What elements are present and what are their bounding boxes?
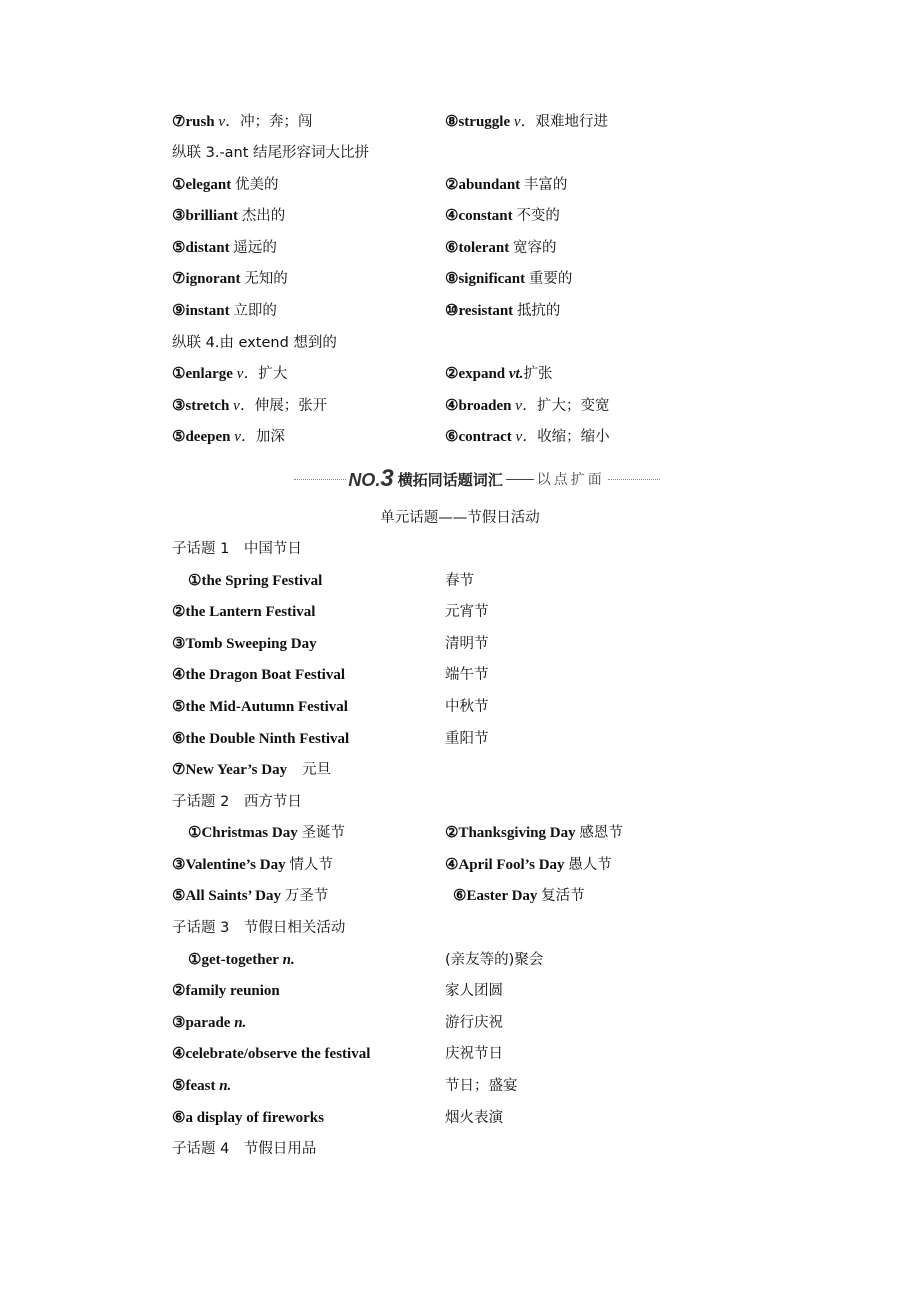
item-word: abundant	[458, 177, 521, 193]
list-item	[172, 175, 279, 195]
item-word: significant	[458, 271, 526, 287]
list-item	[172, 981, 280, 1001]
item-pos: v．	[218, 114, 241, 130]
item-number: ⑦	[172, 114, 186, 130]
list-item	[172, 760, 331, 780]
item-number: ⑥	[172, 1110, 186, 1126]
banner-number-digit: 3	[380, 465, 394, 492]
section-title	[172, 333, 337, 353]
item-chinese	[445, 602, 489, 622]
item-number: ⑤	[172, 429, 186, 445]
item-meaning: 伸展；张开	[254, 398, 328, 414]
item-chinese	[445, 665, 489, 685]
item-number: ②	[445, 366, 459, 382]
banner-number	[348, 465, 393, 493]
item-pos: n.	[282, 952, 295, 968]
list-item	[172, 1044, 370, 1064]
item-chinese: 圣诞节	[301, 825, 345, 841]
item-word: broaden	[458, 398, 512, 414]
item-chinese-text: 重阳节	[445, 731, 489, 747]
item-meaning: 遥远的	[233, 240, 277, 256]
list-item	[172, 301, 277, 321]
item-pos: v．	[513, 114, 536, 130]
item-word: contract	[458, 429, 512, 445]
section-title	[172, 143, 369, 163]
item-meaning: 宽容的	[513, 240, 557, 256]
item-word: instant	[185, 303, 230, 319]
list-item	[445, 364, 552, 384]
item-chinese	[445, 981, 503, 1001]
list-item	[445, 855, 612, 875]
item-chinese-text: 节日；盛宴	[445, 1078, 518, 1094]
item-english: the Dragon Boat Festival	[185, 667, 346, 683]
item-word: resistant	[458, 303, 514, 319]
item-word: expand	[458, 366, 506, 382]
item-number: ⑦	[172, 762, 186, 778]
item-word: distant	[185, 240, 230, 256]
banner-dash	[506, 479, 534, 480]
item-number: ③	[172, 398, 186, 414]
item-meaning: 杰出的	[241, 208, 286, 224]
item-english: Thanksgiving Day	[458, 825, 576, 841]
dotted-rule-left	[294, 479, 346, 480]
item-english: a display of fireworks	[185, 1110, 324, 1126]
item-chinese	[445, 1076, 518, 1096]
item-english: April Fool’s Day	[458, 857, 565, 873]
item-word: rush	[185, 114, 215, 130]
item-number: ④	[445, 857, 459, 873]
item-word: ignorant	[185, 271, 241, 287]
item-pos: v．	[515, 429, 538, 445]
subtopic-title	[172, 1139, 316, 1159]
item-meaning: 重要的	[528, 271, 573, 287]
item-meaning: 扩大；变宽	[536, 398, 610, 414]
item-word: deepen	[185, 429, 231, 445]
item-number: ①	[188, 952, 202, 968]
item-meaning: 不变的	[516, 208, 560, 224]
subtopic-title-text: 子话题 4 节假日用品	[172, 1141, 317, 1157]
item-chinese-text: 游行庆祝	[445, 1015, 503, 1031]
item-chinese-text: (亲友等的)聚会	[445, 952, 544, 968]
subtopic-title	[172, 539, 302, 559]
item-number: ③	[172, 636, 186, 652]
item-meaning: 扩张	[523, 366, 553, 382]
item-pos: v．	[236, 366, 259, 382]
item-chinese: 情人节	[289, 857, 333, 873]
item-meaning: 冲；奔；闯	[240, 114, 313, 130]
list-item	[188, 950, 295, 970]
item-chinese-text: 清明节	[445, 636, 489, 652]
item-chinese: 感恩节	[579, 825, 623, 841]
item-number: ②	[445, 177, 459, 193]
item-number: ⑤	[172, 1078, 186, 1094]
list-item	[172, 1108, 324, 1128]
item-chinese-text: 中秋节	[445, 699, 489, 715]
item-meaning: 立即的	[233, 303, 277, 319]
dotted-rule-right	[608, 479, 660, 480]
item-number: ③	[172, 1015, 186, 1031]
unit-topic: 单元话题——节假日活动	[380, 510, 540, 526]
item-meaning: 抵抗的	[516, 303, 561, 319]
list-item	[172, 396, 327, 416]
item-meaning: 艰难地行进	[535, 114, 609, 130]
list-item	[445, 112, 608, 132]
item-english: the Mid-Autumn Festival	[185, 699, 348, 715]
item-english: Valentine’s Day	[185, 857, 286, 873]
item-english: feast	[185, 1078, 216, 1094]
item-chinese: 万圣节	[284, 888, 329, 904]
item-number: ③	[172, 208, 186, 224]
list-item	[172, 602, 315, 622]
subtopic-title	[172, 918, 345, 938]
list-item	[445, 206, 560, 226]
item-english: Easter Day	[466, 888, 538, 904]
banner-title: 横拓同话题词汇	[397, 470, 503, 489]
item-pos: v．	[234, 429, 256, 445]
item-number: ⑥	[172, 731, 186, 747]
item-number: ②	[172, 983, 186, 999]
item-number: ⑤	[172, 888, 186, 904]
item-number: ①	[172, 366, 186, 382]
item-number: ⑨	[172, 303, 186, 319]
item-word: elegant	[185, 177, 232, 193]
item-chinese	[445, 1013, 503, 1033]
item-meaning: 优美的	[235, 177, 279, 193]
list-item	[172, 364, 287, 384]
list-item	[445, 823, 623, 843]
item-chinese: 元旦	[302, 762, 332, 778]
list-item	[172, 1013, 246, 1033]
item-pos: v．	[233, 398, 255, 414]
item-number: ④	[172, 667, 186, 683]
list-item	[172, 729, 349, 749]
item-english: All Saints’ Day	[185, 888, 282, 904]
item-english: family reunion	[185, 983, 280, 999]
item-pos: vt.	[508, 366, 524, 382]
list-item	[172, 238, 277, 258]
section-title-text: 纵联 4.由 extend 想到的	[172, 335, 337, 351]
item-meaning: 收缩；缩小	[537, 429, 610, 445]
item-number: ④	[445, 208, 459, 224]
list-item	[445, 396, 609, 416]
item-chinese	[445, 1044, 503, 1064]
item-chinese-text: 烟火表演	[445, 1110, 503, 1126]
item-word: stretch	[185, 398, 230, 414]
item-english: get-together	[201, 952, 279, 968]
item-number: ⑥	[445, 429, 459, 445]
item-english: celebrate/observe the festival	[185, 1046, 371, 1062]
item-word: struggle	[458, 114, 511, 130]
item-number: ⑦	[172, 271, 186, 287]
item-number: ①	[188, 573, 202, 589]
item-chinese-text: 元宵节	[445, 604, 489, 620]
item-english: the Double Ninth Festival	[185, 731, 350, 747]
banner-subtitle: 以点扩面	[536, 472, 605, 488]
section-title-text: 纵联 3.-ant 结尾形容词大比拼	[172, 145, 370, 161]
list-item	[445, 175, 567, 195]
item-chinese	[445, 697, 489, 717]
list-item	[445, 269, 572, 289]
list-item	[172, 206, 285, 226]
section-banner	[294, 466, 660, 492]
item-chinese	[445, 950, 543, 970]
item-number: ⑧	[445, 271, 459, 287]
item-meaning: 无知的	[244, 271, 288, 287]
list-item	[172, 112, 313, 132]
list-item	[188, 571, 322, 591]
item-meaning: 丰富的	[523, 177, 568, 193]
item-number: ①	[172, 177, 186, 193]
item-number: ⑥	[445, 240, 459, 256]
list-item	[172, 427, 285, 447]
item-number: ①	[188, 825, 202, 841]
list-item	[172, 697, 348, 717]
item-meaning: 加深	[255, 429, 285, 445]
list-item	[172, 886, 328, 906]
list-item	[453, 886, 585, 906]
item-word: enlarge	[185, 366, 233, 382]
item-word: constant	[458, 208, 513, 224]
item-english: the Lantern Festival	[185, 604, 316, 620]
item-chinese-text: 庆祝节日	[445, 1046, 503, 1062]
list-item	[172, 1076, 231, 1096]
item-english: parade	[185, 1015, 231, 1031]
item-pos: v．	[515, 398, 537, 414]
subtopic-title-text: 子话题 1 中国节日	[172, 541, 302, 557]
item-chinese	[445, 571, 474, 591]
list-item	[445, 301, 560, 321]
item-number: ⑧	[445, 114, 459, 130]
item-chinese: 愚人节	[568, 857, 612, 873]
item-number: ②	[172, 604, 186, 620]
item-pos: n.	[219, 1078, 232, 1094]
item-word: tolerant	[458, 240, 510, 256]
item-chinese-text: 端午节	[445, 667, 489, 683]
item-english: New Year’s Day	[185, 762, 288, 778]
item-number: ④	[172, 1046, 186, 1062]
item-chinese-text: 家人团圆	[445, 983, 503, 999]
list-item	[445, 427, 610, 447]
item-number: ②	[445, 825, 459, 841]
item-chinese	[445, 729, 489, 749]
item-number: ③	[172, 857, 186, 873]
item-meaning: 扩大	[258, 366, 288, 382]
list-item	[188, 823, 345, 843]
item-number: ④	[445, 398, 459, 414]
banner-number-prefix: NO.	[348, 470, 381, 490]
list-item	[172, 855, 333, 875]
list-item	[445, 238, 557, 258]
subtopic-title	[172, 792, 302, 812]
list-item	[172, 634, 317, 654]
item-number: ⑩	[445, 303, 459, 319]
item-chinese: 复活节	[541, 888, 585, 904]
item-chinese-text: 春节	[445, 573, 474, 589]
item-english: Christmas Day	[201, 825, 298, 841]
item-english: Tomb Sweeping Day	[185, 636, 317, 652]
item-number: ⑤	[172, 699, 186, 715]
item-pos: n.	[234, 1015, 247, 1031]
item-word: brilliant	[185, 208, 238, 224]
item-chinese	[445, 634, 489, 654]
item-chinese	[445, 1108, 503, 1128]
subtopic-title-text: 子话题 3 节假日相关活动	[172, 920, 346, 936]
list-item	[172, 269, 288, 289]
subtopic-title-text: 子话题 2 西方节日	[172, 794, 302, 810]
item-number: ⑤	[172, 240, 186, 256]
item-english: the Spring Festival	[201, 573, 323, 589]
list-item	[172, 665, 345, 685]
item-number: ⑥	[453, 888, 467, 904]
